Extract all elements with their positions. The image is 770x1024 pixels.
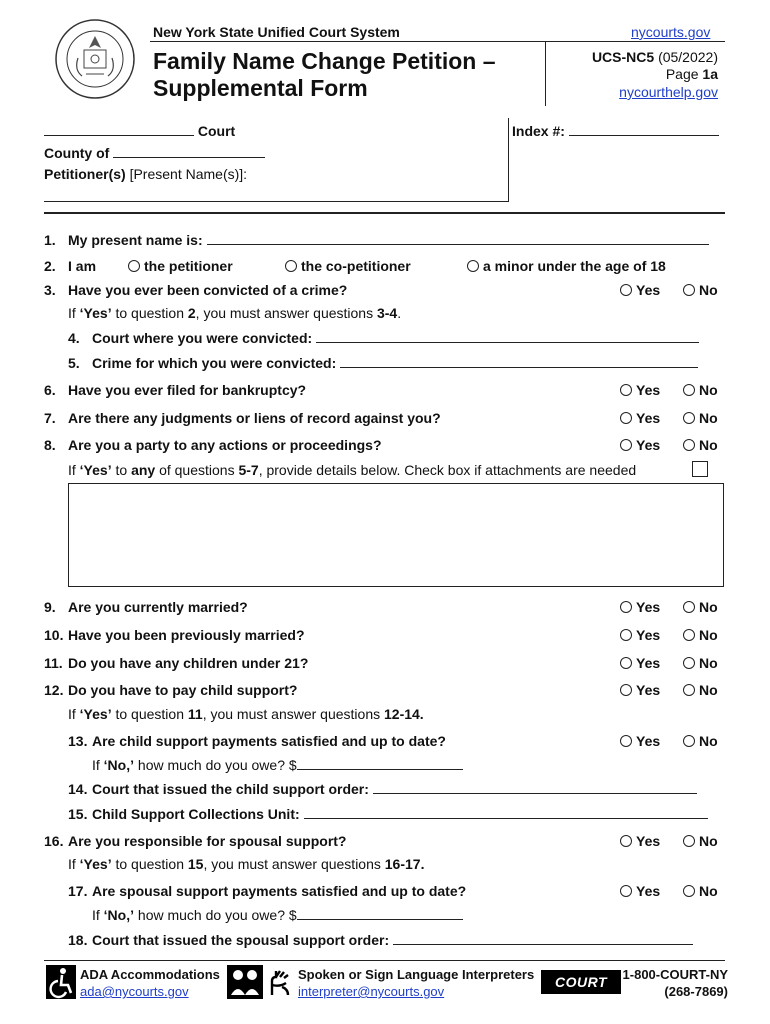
court-line bbox=[44, 123, 235, 139]
question-1: 1. My present name is: bbox=[44, 232, 709, 248]
page-number-line bbox=[666, 66, 718, 82]
q9-no[interactable]: No bbox=[683, 599, 718, 615]
phone-digits: (268-7869) bbox=[664, 984, 728, 999]
q10-no[interactable]: No bbox=[683, 627, 718, 643]
option-petitioner[interactable]: the petitioner bbox=[128, 258, 233, 274]
question-5-text: Crime for which you were convicted: bbox=[92, 355, 337, 371]
q12-no[interactable]: No bbox=[683, 682, 718, 698]
court-label: Court bbox=[197, 123, 236, 139]
question-3-text: Have you ever been convicted of a crime? bbox=[68, 282, 348, 298]
header-divider bbox=[545, 42, 546, 106]
index-line bbox=[512, 123, 719, 139]
radio-icon[interactable] bbox=[683, 657, 695, 669]
question-7: 7. Are there any judgments or liens of record against you? bbox=[44, 410, 441, 426]
question-16: 16. Are you responsible for spousal support? bbox=[44, 833, 347, 849]
q16-instruction: If ‘Yes’ to question 15, you must answer questions 16-17. bbox=[68, 856, 425, 872]
q17-instruction: If ‘No,’ how much do you owe? $ bbox=[92, 907, 463, 923]
radio-icon[interactable] bbox=[683, 885, 695, 897]
radio-icon[interactable] bbox=[467, 260, 479, 272]
interpreter-icon bbox=[227, 965, 263, 999]
caption-divider bbox=[508, 118, 509, 202]
index-label: Index #: bbox=[512, 123, 565, 139]
radio-icon[interactable] bbox=[683, 629, 695, 641]
q8-instruction: If ‘Yes’ to any of questions 5-7, provide details below. Check box if attachments are needed bbox=[68, 462, 637, 478]
seal-icon bbox=[54, 18, 136, 100]
question-6: 6. Have you ever filed for bankruptcy? bbox=[44, 382, 307, 398]
question-15: 15. Child Support Collections Unit: bbox=[68, 806, 708, 822]
courthelp-logo: COURT Help bbox=[541, 970, 621, 994]
question-18-text: Court that issued the spousal support order: bbox=[92, 932, 390, 948]
present-name-field[interactable] bbox=[207, 233, 709, 245]
q7-no[interactable]: No bbox=[683, 410, 718, 426]
form-title-line1: Family Name Change Petition – bbox=[153, 48, 496, 74]
county-line bbox=[44, 145, 265, 161]
page-prefix: Page bbox=[665, 66, 703, 82]
question-13-text: Are child support payments satisfied and up to date? bbox=[92, 733, 446, 749]
radio-icon[interactable] bbox=[683, 284, 695, 296]
spousal-support-owed-field[interactable] bbox=[297, 908, 463, 920]
question-7-text: Are there any judgments or liens of record against you? bbox=[68, 410, 441, 426]
q16-no[interactable]: No bbox=[683, 833, 718, 849]
details-textbox[interactable] bbox=[68, 483, 724, 587]
q13-no[interactable]: No bbox=[683, 733, 718, 749]
spousal-support-court-field[interactable] bbox=[393, 933, 693, 945]
question-13: 13. Are child support payments satisfied and up to date? bbox=[68, 733, 446, 749]
question-10-text: Have you been previously married? bbox=[68, 627, 305, 643]
radio-icon[interactable] bbox=[620, 284, 632, 296]
question-1-text: My present name is: bbox=[68, 232, 203, 248]
question-12: 12. Do you have to pay child support? bbox=[44, 682, 298, 698]
header-rule bbox=[150, 41, 725, 42]
question-10: 10. Have you been previously married? bbox=[44, 627, 305, 643]
radio-icon[interactable] bbox=[620, 629, 632, 641]
radio-icon[interactable] bbox=[620, 601, 632, 613]
nycourts-link[interactable]: nycourts.gov bbox=[631, 24, 711, 40]
question-12-text: Do you have to pay child support? bbox=[68, 682, 298, 698]
q9-yes[interactable]: Yes bbox=[620, 599, 660, 615]
question-11-text: Do you have any children under 21? bbox=[68, 655, 309, 671]
question-14-text: Court that issued the child support order: bbox=[92, 781, 369, 797]
child-support-owed-field[interactable] bbox=[297, 758, 463, 770]
q3-yes[interactable]: Yes bbox=[620, 282, 660, 298]
question-11: 11. Do you have any children under 21? bbox=[44, 655, 309, 671]
radio-icon[interactable] bbox=[620, 439, 632, 451]
q3-no[interactable]: No bbox=[683, 282, 718, 298]
q16-yes[interactable]: Yes bbox=[620, 833, 660, 849]
q8-no[interactable]: No bbox=[683, 437, 718, 453]
crime-field[interactable] bbox=[340, 356, 698, 368]
court-system-name: New York State Unified Court System bbox=[153, 24, 400, 40]
question-2-text: I am bbox=[68, 258, 97, 274]
question-4: 4. Court where you were convicted: bbox=[68, 330, 699, 346]
index-number-field[interactable] bbox=[569, 124, 719, 136]
q12-yes[interactable]: Yes bbox=[620, 682, 660, 698]
footer-rule bbox=[44, 960, 725, 961]
caption-bottom-rule bbox=[44, 212, 725, 214]
radio-icon[interactable] bbox=[683, 412, 695, 424]
form-date: (05/2022) bbox=[658, 49, 718, 65]
page-number: 1a bbox=[702, 66, 718, 82]
q7-yes[interactable]: Yes bbox=[620, 410, 660, 426]
q6-yes[interactable]: Yes bbox=[620, 382, 660, 398]
sign-language-icon bbox=[266, 965, 294, 999]
q3-instruction: If ‘Yes’ to question 2, you must answer questions 3-4. bbox=[68, 305, 402, 321]
form-code: UCS-NC5 bbox=[591, 49, 655, 65]
radio-icon[interactable] bbox=[683, 735, 695, 747]
radio-icon[interactable] bbox=[128, 260, 140, 272]
question-5: 5. Crime for which you were convicted: bbox=[68, 355, 698, 371]
question-9: 9. Are you currently married? bbox=[44, 599, 248, 615]
radio-icon[interactable] bbox=[683, 684, 695, 696]
child-support-court-field[interactable] bbox=[373, 782, 697, 794]
accessibility-icon bbox=[46, 965, 76, 999]
q10-yes[interactable]: Yes bbox=[620, 627, 660, 643]
question-3: 3. Have you ever been convicted of a crime? bbox=[44, 282, 348, 298]
county-label: County of bbox=[44, 145, 110, 161]
radio-icon[interactable] bbox=[620, 735, 632, 747]
ada-title: ADA Accommodations bbox=[80, 967, 220, 982]
radio-icon[interactable] bbox=[620, 835, 632, 847]
petitioners-line bbox=[44, 166, 247, 182]
court-name-field[interactable] bbox=[44, 124, 194, 136]
question-14: 14. Court that issued the child support order: bbox=[68, 781, 697, 797]
question-9-text: Are you currently married? bbox=[68, 599, 248, 615]
nycourthelp-link[interactable]: nycourthelp.gov bbox=[619, 84, 718, 100]
option-co-petitioner[interactable]: the co-petitioner bbox=[285, 258, 411, 274]
q13-yes[interactable]: Yes bbox=[620, 733, 660, 749]
ada-email-link[interactable]: ada@nycourts.gov bbox=[80, 984, 189, 999]
petitioners-label: Petitioner(s) bbox=[44, 166, 126, 182]
question-2: 2. I am bbox=[44, 258, 97, 274]
q12-instruction: If ‘Yes’ to question 11, you must answer questions 12-14. bbox=[68, 706, 424, 722]
radio-icon[interactable] bbox=[620, 684, 632, 696]
question-17: 17. Are spousal support payments satisfied and up to date? bbox=[68, 883, 467, 899]
question-17-text: Are spousal support payments satisfied and up to date? bbox=[92, 883, 467, 899]
radio-icon[interactable] bbox=[683, 384, 695, 396]
question-4-text: Court where you were convicted: bbox=[92, 330, 313, 346]
form-code-line bbox=[592, 49, 718, 65]
radio-icon[interactable] bbox=[683, 439, 695, 451]
question-18: 18. Court that issued the spousal support order: bbox=[68, 932, 693, 948]
question-6-text: Have you ever filed for bankruptcy? bbox=[68, 382, 307, 398]
radio-icon[interactable] bbox=[620, 384, 632, 396]
county-field[interactable] bbox=[113, 146, 265, 158]
radio-icon[interactable] bbox=[620, 885, 632, 897]
question-15-text: Child Support Collections Unit: bbox=[92, 806, 300, 822]
question-16-text: Are you responsible for spousal support? bbox=[68, 833, 347, 849]
form-title-line2: Supplemental Form bbox=[153, 75, 368, 101]
petitioners-name-field[interactable] bbox=[44, 201, 508, 202]
radio-icon[interactable] bbox=[620, 657, 632, 669]
interpreter-title: Spoken or Sign Language Interpreters bbox=[298, 967, 535, 982]
radio-icon[interactable] bbox=[620, 412, 632, 424]
attachments-checkbox[interactable] bbox=[692, 461, 708, 477]
q8-yes[interactable]: Yes bbox=[620, 437, 660, 453]
q13-instruction: If ‘No,’ how much do you owe? $ bbox=[92, 757, 463, 773]
q6-no[interactable]: No bbox=[683, 382, 718, 398]
radio-icon[interactable] bbox=[285, 260, 297, 272]
phone-number: 1-800-COURT-NY bbox=[622, 967, 728, 982]
radio-icon[interactable] bbox=[683, 835, 695, 847]
q11-yes[interactable]: Yes bbox=[620, 655, 660, 671]
collections-unit-field[interactable] bbox=[304, 807, 708, 819]
interpreter-email-link[interactable]: interpreter@nycourts.gov bbox=[298, 984, 445, 999]
petitioners-sublabel: [Present Name(s)]: bbox=[125, 166, 248, 182]
q17-yes[interactable]: Yes bbox=[620, 883, 660, 899]
radio-icon[interactable] bbox=[683, 601, 695, 613]
option-minor[interactable]: a minor under the age of 18 bbox=[467, 258, 666, 274]
question-8-text: Are you a party to any actions or proceedings? bbox=[68, 437, 382, 453]
court-seal bbox=[54, 18, 136, 100]
q17-no[interactable]: No bbox=[683, 883, 718, 899]
question-8: 8. Are you a party to any actions or proceedings? bbox=[44, 437, 382, 453]
conviction-court-field[interactable] bbox=[316, 331, 699, 343]
q11-no[interactable]: No bbox=[683, 655, 718, 671]
